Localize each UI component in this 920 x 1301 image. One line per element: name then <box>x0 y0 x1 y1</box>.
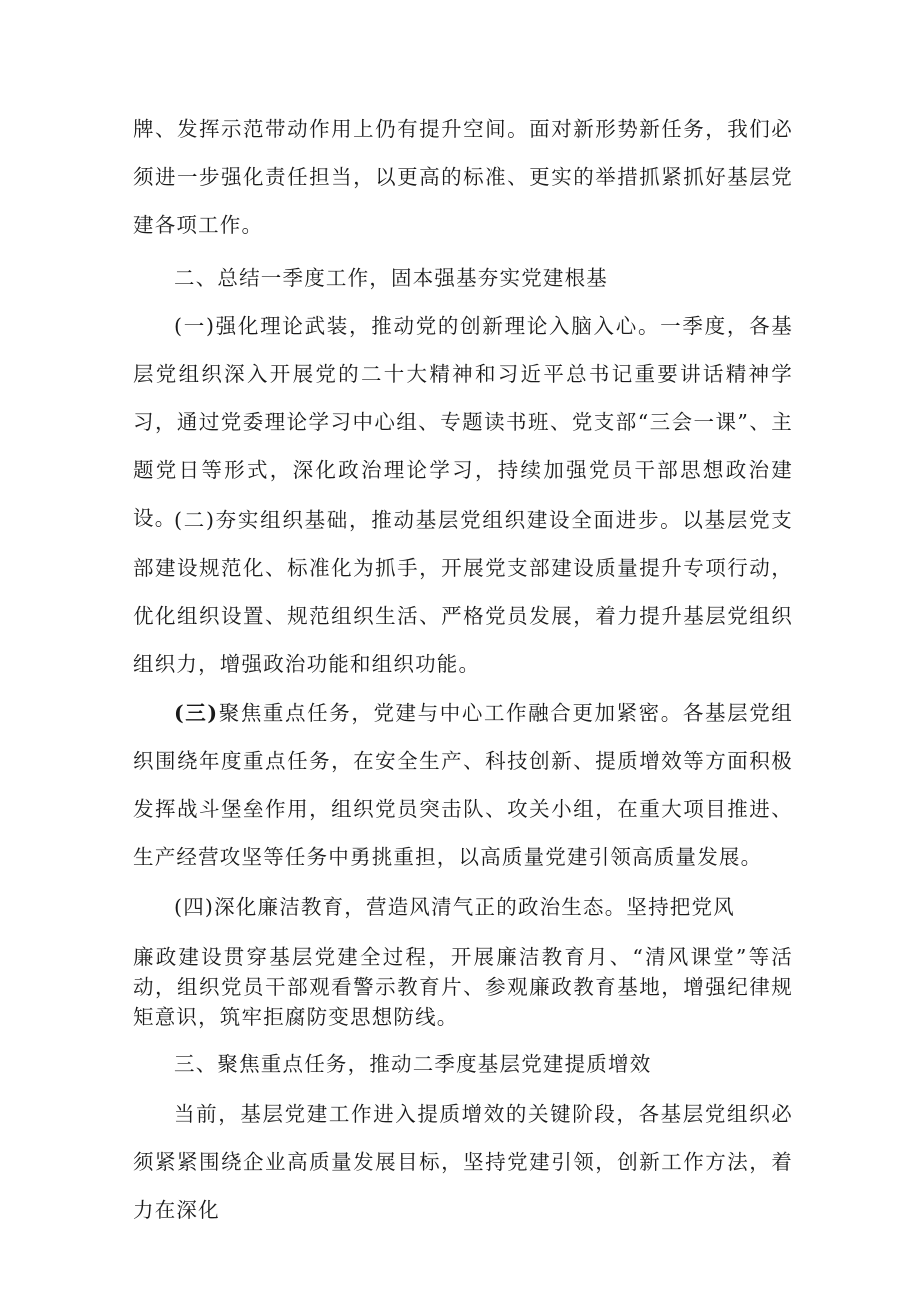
paragraph-text: 廉政建设贯穿基层党建全过程，开展廉洁教育月、“清风课堂”等活动，组织党员干部观看警示教育片、参观廉政教育基地，增强纪律规矩意识，筑牢拒腐防变思想防线。 <box>133 945 793 1029</box>
paragraph-item-2 <box>133 496 793 688</box>
paragraph-text: 聚焦重点任务，党建与中心工作融合更加紧密。各基层党组织围绕年度重点任务，在安全生产、科技创新、提质增效等方面积极发挥战斗堡垒作用，组织党员突击队、攻关小组，在重大项目推进、生产经营攻坚等任务中勇挑重担，以高质量党建引领高质量发展。 <box>133 701 794 869</box>
paragraph-text: 深化廉洁教育，营造风清气正的政治生态。坚持把党风 <box>214 895 735 919</box>
item-marker: (一) <box>174 314 216 338</box>
paragraph-item-4 <box>133 883 793 931</box>
paragraph-text: 夯实组织基础，推动基层党组织建设全面进步。以基层党支部建设规范化、标准化为抓手，开展党支部建设质量提升专项行动，优化组织设置、规范组织生活、严格党员发展，着力提升基层党组织组织力，增强政治功能和组织功能。 <box>133 508 793 676</box>
paragraph-continuation <box>133 105 793 249</box>
paragraph-text: 强化理论武装，推动党的创新理论入脑入心。一季度，各基层党组织深入开展党的二十大精神和习近平总书记重要讲话精神学习，通过党委理论学习中心组、专题读书班、党支部“三会一课”、主题党日等形式，深化政治理论学习，持续加强党员干部思想政治建设。 <box>133 314 793 530</box>
paragraph-item-4-continued <box>133 942 793 1032</box>
heading-text: 二、总结一季度工作，固本强基夯实党建根基 <box>174 266 608 290</box>
paragraph-text: 当前，基层党建工作进入提质增效的关键阶段，各基层党组织必须紧紧围绕企业高质量发展目标，坚持党建引领，创新工作方法，着力在深化 <box>133 1102 793 1222</box>
paragraph-text: 牌、发挥示范带动作用上仍有提升空间。面对新形势新任务，我们必须进一步强化责任担当，以更高的标准、更实的举措抓紧抓好基层党建各项工作。 <box>133 117 793 237</box>
section-heading-3 <box>133 1040 793 1088</box>
item-marker: (二) <box>174 508 216 532</box>
heading-text: 三、聚焦重点任务，推动二季度基层党建提质增效 <box>174 1052 652 1076</box>
paragraph-item-3 <box>133 689 793 881</box>
paragraph-intro-3 <box>133 1090 793 1234</box>
section-heading-2 <box>133 254 793 302</box>
item-marker: (三) <box>174 701 219 725</box>
item-marker: (四) <box>174 895 215 919</box>
